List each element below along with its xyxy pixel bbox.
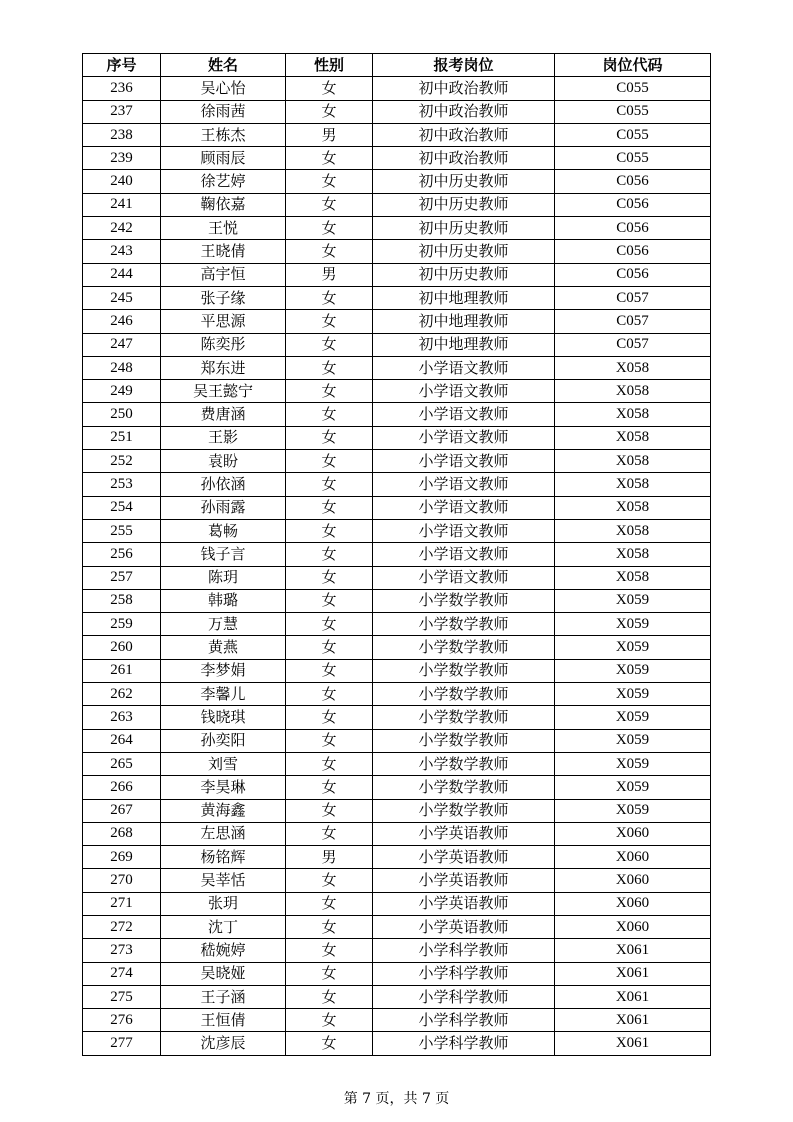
seq-cell: 276 bbox=[83, 1009, 161, 1032]
position-code-cell: C056 bbox=[555, 263, 711, 286]
position-code-cell: C056 bbox=[555, 240, 711, 263]
position-code-cell: X061 bbox=[555, 962, 711, 985]
table-row bbox=[83, 566, 711, 589]
gender-cell: 女 bbox=[286, 729, 373, 752]
position-cell: 初中历史教师 bbox=[373, 217, 555, 240]
position-code-cell: C057 bbox=[555, 333, 711, 356]
position-code-cell: X059 bbox=[555, 636, 711, 659]
gender-cell: 女 bbox=[286, 240, 373, 263]
name-cell: 平思源 bbox=[161, 310, 286, 333]
name-cell: 沈彦辰 bbox=[161, 1032, 286, 1055]
seq-cell: 264 bbox=[83, 729, 161, 752]
name-cell: 左思涵 bbox=[161, 822, 286, 845]
table-row bbox=[83, 939, 711, 962]
name-cell: 张子缘 bbox=[161, 286, 286, 309]
position-cell: 初中地理教师 bbox=[373, 333, 555, 356]
position-cell: 小学语文教师 bbox=[373, 356, 555, 379]
seq-cell: 273 bbox=[83, 939, 161, 962]
seq-cell: 259 bbox=[83, 613, 161, 636]
position-code-cell: X058 bbox=[555, 473, 711, 496]
name-cell: 陈玥 bbox=[161, 566, 286, 589]
seq-cell: 253 bbox=[83, 473, 161, 496]
seq-cell: 267 bbox=[83, 799, 161, 822]
seq-cell: 239 bbox=[83, 147, 161, 170]
position-code-cell: X058 bbox=[555, 380, 711, 403]
gender-cell: 女 bbox=[286, 752, 373, 775]
seq-cell: 256 bbox=[83, 543, 161, 566]
name-cell: 王晓倩 bbox=[161, 240, 286, 263]
table-row bbox=[83, 240, 711, 263]
position-cell: 小学英语教师 bbox=[373, 822, 555, 845]
seq-cell: 271 bbox=[83, 892, 161, 915]
seq-cell: 244 bbox=[83, 263, 161, 286]
position-code-cell: X059 bbox=[555, 683, 711, 706]
position-cell: 小学语文教师 bbox=[373, 473, 555, 496]
gender-cell: 女 bbox=[286, 613, 373, 636]
seq-cell: 238 bbox=[83, 123, 161, 146]
seq-cell: 251 bbox=[83, 426, 161, 449]
name-cell: 吴心怡 bbox=[161, 77, 286, 100]
position-cell: 初中地理教师 bbox=[373, 310, 555, 333]
position-code-cell: X058 bbox=[555, 519, 711, 542]
gender-cell: 女 bbox=[286, 566, 373, 589]
position-code-cell: X059 bbox=[555, 706, 711, 729]
position-cell: 小学数学教师 bbox=[373, 799, 555, 822]
position-cell: 小学英语教师 bbox=[373, 892, 555, 915]
position-cell: 初中历史教师 bbox=[373, 193, 555, 216]
column-header-seq: 序号 bbox=[83, 54, 161, 77]
name-cell: 钱子言 bbox=[161, 543, 286, 566]
gender-cell: 女 bbox=[286, 170, 373, 193]
seq-cell: 252 bbox=[83, 450, 161, 473]
position-code-cell: C057 bbox=[555, 310, 711, 333]
table-row bbox=[83, 147, 711, 170]
seq-cell: 258 bbox=[83, 589, 161, 612]
name-cell: 黄海鑫 bbox=[161, 799, 286, 822]
table-row bbox=[83, 613, 711, 636]
seq-cell: 245 bbox=[83, 286, 161, 309]
position-code-cell: X058 bbox=[555, 566, 711, 589]
gender-cell: 女 bbox=[286, 217, 373, 240]
table-row bbox=[83, 519, 711, 542]
position-cell: 小学数学教师 bbox=[373, 706, 555, 729]
column-header-position: 报考岗位 bbox=[373, 54, 555, 77]
position-cell: 初中政治教师 bbox=[373, 100, 555, 123]
gender-cell: 女 bbox=[286, 683, 373, 706]
position-code-cell: C055 bbox=[555, 147, 711, 170]
table-row bbox=[83, 1032, 711, 1055]
gender-cell: 女 bbox=[286, 100, 373, 123]
name-cell: 高宇恒 bbox=[161, 263, 286, 286]
table-row bbox=[83, 636, 711, 659]
position-cell: 初中历史教师 bbox=[373, 263, 555, 286]
table-row bbox=[83, 846, 711, 869]
name-cell: 袁盼 bbox=[161, 450, 286, 473]
name-cell: 张玥 bbox=[161, 892, 286, 915]
position-code-cell: X058 bbox=[555, 356, 711, 379]
position-code-cell: X058 bbox=[555, 543, 711, 566]
table-row bbox=[83, 962, 711, 985]
table-row bbox=[83, 706, 711, 729]
position-cell: 小学科学教师 bbox=[373, 1032, 555, 1055]
table-row bbox=[83, 892, 711, 915]
seq-cell: 246 bbox=[83, 310, 161, 333]
table-row bbox=[83, 310, 711, 333]
seq-cell: 262 bbox=[83, 683, 161, 706]
position-cell: 初中历史教师 bbox=[373, 170, 555, 193]
table-row bbox=[83, 729, 711, 752]
position-code-cell: X060 bbox=[555, 846, 711, 869]
position-cell: 小学科学教师 bbox=[373, 939, 555, 962]
seq-cell: 266 bbox=[83, 776, 161, 799]
name-cell: 孙雨露 bbox=[161, 496, 286, 519]
roster-table-body bbox=[83, 77, 711, 1055]
name-cell: 孙奕阳 bbox=[161, 729, 286, 752]
gender-cell: 女 bbox=[286, 1009, 373, 1032]
table-row bbox=[83, 170, 711, 193]
position-code-cell: C056 bbox=[555, 193, 711, 216]
seq-cell: 255 bbox=[83, 519, 161, 542]
column-header-position-code: 岗位代码 bbox=[555, 54, 711, 77]
position-code-cell: X059 bbox=[555, 659, 711, 682]
seq-cell: 270 bbox=[83, 869, 161, 892]
gender-cell: 女 bbox=[286, 193, 373, 216]
gender-cell: 女 bbox=[286, 403, 373, 426]
position-cell: 小学语文教师 bbox=[373, 566, 555, 589]
table-row bbox=[83, 450, 711, 473]
seq-cell: 248 bbox=[83, 356, 161, 379]
position-cell: 初中历史教师 bbox=[373, 240, 555, 263]
seq-cell: 274 bbox=[83, 962, 161, 985]
table-row bbox=[83, 426, 711, 449]
seq-cell: 247 bbox=[83, 333, 161, 356]
position-cell: 小学语文教师 bbox=[373, 380, 555, 403]
seq-cell: 275 bbox=[83, 985, 161, 1008]
gender-cell: 女 bbox=[286, 636, 373, 659]
gender-cell: 女 bbox=[286, 543, 373, 566]
position-code-cell: X059 bbox=[555, 752, 711, 775]
seq-cell: 269 bbox=[83, 846, 161, 869]
name-cell: 陈奕彤 bbox=[161, 333, 286, 356]
seq-cell: 242 bbox=[83, 217, 161, 240]
position-code-cell: C055 bbox=[555, 123, 711, 146]
gender-cell: 女 bbox=[286, 589, 373, 612]
gender-cell: 女 bbox=[286, 799, 373, 822]
name-cell: 吴莘恬 bbox=[161, 869, 286, 892]
position-code-cell: C055 bbox=[555, 77, 711, 100]
seq-cell: 237 bbox=[83, 100, 161, 123]
position-code-cell: X059 bbox=[555, 589, 711, 612]
position-cell: 小学数学教师 bbox=[373, 636, 555, 659]
name-cell: 王悦 bbox=[161, 217, 286, 240]
position-code-cell: X061 bbox=[555, 1032, 711, 1055]
name-cell: 费唐涵 bbox=[161, 403, 286, 426]
name-cell: 韩璐 bbox=[161, 589, 286, 612]
gender-cell: 男 bbox=[286, 263, 373, 286]
table-row bbox=[83, 356, 711, 379]
table-row bbox=[83, 100, 711, 123]
table-row bbox=[83, 799, 711, 822]
position-cell: 小学科学教师 bbox=[373, 1009, 555, 1032]
table-row bbox=[83, 543, 711, 566]
gender-cell: 女 bbox=[286, 333, 373, 356]
gender-cell: 男 bbox=[286, 123, 373, 146]
table-row bbox=[83, 659, 711, 682]
position-code-cell: C056 bbox=[555, 217, 711, 240]
table-row bbox=[83, 915, 711, 938]
position-cell: 小学数学教师 bbox=[373, 613, 555, 636]
gender-cell: 女 bbox=[286, 939, 373, 962]
gender-cell: 女 bbox=[286, 77, 373, 100]
name-cell: 顾雨辰 bbox=[161, 147, 286, 170]
page-number-footer: 第 7 页，共 7 页 bbox=[343, 1091, 450, 1107]
position-cell: 初中地理教师 bbox=[373, 286, 555, 309]
gender-cell: 女 bbox=[286, 776, 373, 799]
position-cell: 小学科学教师 bbox=[373, 962, 555, 985]
gender-cell: 女 bbox=[286, 869, 373, 892]
gender-cell: 女 bbox=[286, 356, 373, 379]
gender-cell: 女 bbox=[286, 892, 373, 915]
table-row bbox=[83, 217, 711, 240]
name-cell: 王影 bbox=[161, 426, 286, 449]
position-cell: 小学英语教师 bbox=[373, 915, 555, 938]
table-row bbox=[83, 985, 711, 1008]
position-code-cell: X061 bbox=[555, 1009, 711, 1032]
position-code-cell: X060 bbox=[555, 822, 711, 845]
seq-cell: 263 bbox=[83, 706, 161, 729]
seq-cell: 260 bbox=[83, 636, 161, 659]
name-cell: 万慧 bbox=[161, 613, 286, 636]
position-code-cell: C056 bbox=[555, 170, 711, 193]
table-row bbox=[83, 496, 711, 519]
position-cell: 小学英语教师 bbox=[373, 869, 555, 892]
position-cell: 小学科学教师 bbox=[373, 985, 555, 1008]
position-code-cell: X058 bbox=[555, 426, 711, 449]
table-row bbox=[83, 193, 711, 216]
name-cell: 孙依涵 bbox=[161, 473, 286, 496]
gender-cell: 女 bbox=[286, 450, 373, 473]
position-cell: 小学语文教师 bbox=[373, 496, 555, 519]
seq-cell: 268 bbox=[83, 822, 161, 845]
position-cell: 小学数学教师 bbox=[373, 589, 555, 612]
table-row bbox=[83, 403, 711, 426]
gender-cell: 女 bbox=[286, 962, 373, 985]
header-row bbox=[83, 54, 711, 77]
position-code-cell: X061 bbox=[555, 939, 711, 962]
name-cell: 郑东进 bbox=[161, 356, 286, 379]
table-row bbox=[83, 683, 711, 706]
name-cell: 王恒倩 bbox=[161, 1009, 286, 1032]
gender-cell: 女 bbox=[286, 473, 373, 496]
gender-cell: 女 bbox=[286, 706, 373, 729]
table-row bbox=[83, 752, 711, 775]
name-cell: 黄燕 bbox=[161, 636, 286, 659]
gender-cell: 女 bbox=[286, 286, 373, 309]
position-cell: 小学语文教师 bbox=[373, 519, 555, 542]
position-code-cell: C055 bbox=[555, 100, 711, 123]
table-row bbox=[83, 333, 711, 356]
name-cell: 李昊琳 bbox=[161, 776, 286, 799]
position-cell: 小学语文教师 bbox=[373, 543, 555, 566]
name-cell: 刘雪 bbox=[161, 752, 286, 775]
position-code-cell: X059 bbox=[555, 613, 711, 636]
name-cell: 徐艺婷 bbox=[161, 170, 286, 193]
table-row bbox=[83, 822, 711, 845]
table-row bbox=[83, 473, 711, 496]
position-code-cell: C057 bbox=[555, 286, 711, 309]
gender-cell: 男 bbox=[286, 846, 373, 869]
column-header-name: 姓名 bbox=[161, 54, 286, 77]
name-cell: 徐雨茜 bbox=[161, 100, 286, 123]
position-code-cell: X060 bbox=[555, 915, 711, 938]
gender-cell: 女 bbox=[286, 496, 373, 519]
seq-cell: 236 bbox=[83, 77, 161, 100]
position-cell: 小学语文教师 bbox=[373, 450, 555, 473]
gender-cell: 女 bbox=[286, 147, 373, 170]
name-cell: 王栋杰 bbox=[161, 123, 286, 146]
table-row bbox=[83, 869, 711, 892]
gender-cell: 女 bbox=[286, 915, 373, 938]
seq-cell: 254 bbox=[83, 496, 161, 519]
seq-cell: 250 bbox=[83, 403, 161, 426]
seq-cell: 241 bbox=[83, 193, 161, 216]
roster-table-header bbox=[83, 54, 711, 77]
name-cell: 李梦娟 bbox=[161, 659, 286, 682]
name-cell: 李馨儿 bbox=[161, 683, 286, 706]
position-code-cell: X059 bbox=[555, 799, 711, 822]
gender-cell: 女 bbox=[286, 822, 373, 845]
position-cell: 小学数学教师 bbox=[373, 729, 555, 752]
gender-cell: 女 bbox=[286, 310, 373, 333]
table-row bbox=[83, 286, 711, 309]
table-row bbox=[83, 589, 711, 612]
name-cell: 钱晓琪 bbox=[161, 706, 286, 729]
seq-cell: 261 bbox=[83, 659, 161, 682]
position-cell: 小学数学教师 bbox=[373, 776, 555, 799]
position-cell: 小学语文教师 bbox=[373, 426, 555, 449]
position-cell: 小学语文教师 bbox=[373, 403, 555, 426]
table-row bbox=[83, 77, 711, 100]
seq-cell: 240 bbox=[83, 170, 161, 193]
position-code-cell: X060 bbox=[555, 869, 711, 892]
seq-cell: 265 bbox=[83, 752, 161, 775]
position-cell: 初中政治教师 bbox=[373, 77, 555, 100]
position-code-cell: X058 bbox=[555, 450, 711, 473]
position-code-cell: X061 bbox=[555, 985, 711, 1008]
table-row bbox=[83, 263, 711, 286]
seq-cell: 257 bbox=[83, 566, 161, 589]
seq-cell: 243 bbox=[83, 240, 161, 263]
position-cell: 初中政治教师 bbox=[373, 147, 555, 170]
position-cell: 小学数学教师 bbox=[373, 752, 555, 775]
name-cell: 吴王懿宁 bbox=[161, 380, 286, 403]
gender-cell: 女 bbox=[286, 1032, 373, 1055]
name-cell: 沈丁 bbox=[161, 915, 286, 938]
name-cell: 葛畅 bbox=[161, 519, 286, 542]
gender-cell: 女 bbox=[286, 519, 373, 542]
gender-cell: 女 bbox=[286, 985, 373, 1008]
seq-cell: 249 bbox=[83, 380, 161, 403]
position-code-cell: X060 bbox=[555, 892, 711, 915]
table-row bbox=[83, 123, 711, 146]
position-cell: 小学数学教师 bbox=[373, 659, 555, 682]
table-row bbox=[83, 380, 711, 403]
gender-cell: 女 bbox=[286, 380, 373, 403]
position-code-cell: X058 bbox=[555, 496, 711, 519]
column-header-gender: 性别 bbox=[286, 54, 373, 77]
roster-table bbox=[82, 53, 711, 1056]
name-cell: 杨铭辉 bbox=[161, 846, 286, 869]
name-cell: 吴晓娅 bbox=[161, 962, 286, 985]
table-row bbox=[83, 1009, 711, 1032]
table-row bbox=[83, 776, 711, 799]
seq-cell: 277 bbox=[83, 1032, 161, 1055]
seq-cell: 272 bbox=[83, 915, 161, 938]
position-code-cell: X059 bbox=[555, 776, 711, 799]
name-cell: 嵇婉婷 bbox=[161, 939, 286, 962]
gender-cell: 女 bbox=[286, 659, 373, 682]
gender-cell: 女 bbox=[286, 426, 373, 449]
name-cell: 鞠依嘉 bbox=[161, 193, 286, 216]
position-cell: 初中政治教师 bbox=[373, 123, 555, 146]
position-code-cell: X059 bbox=[555, 729, 711, 752]
position-cell: 小学英语教师 bbox=[373, 846, 555, 869]
name-cell: 王子涵 bbox=[161, 985, 286, 1008]
position-cell: 小学数学教师 bbox=[373, 683, 555, 706]
position-code-cell: X058 bbox=[555, 403, 711, 426]
